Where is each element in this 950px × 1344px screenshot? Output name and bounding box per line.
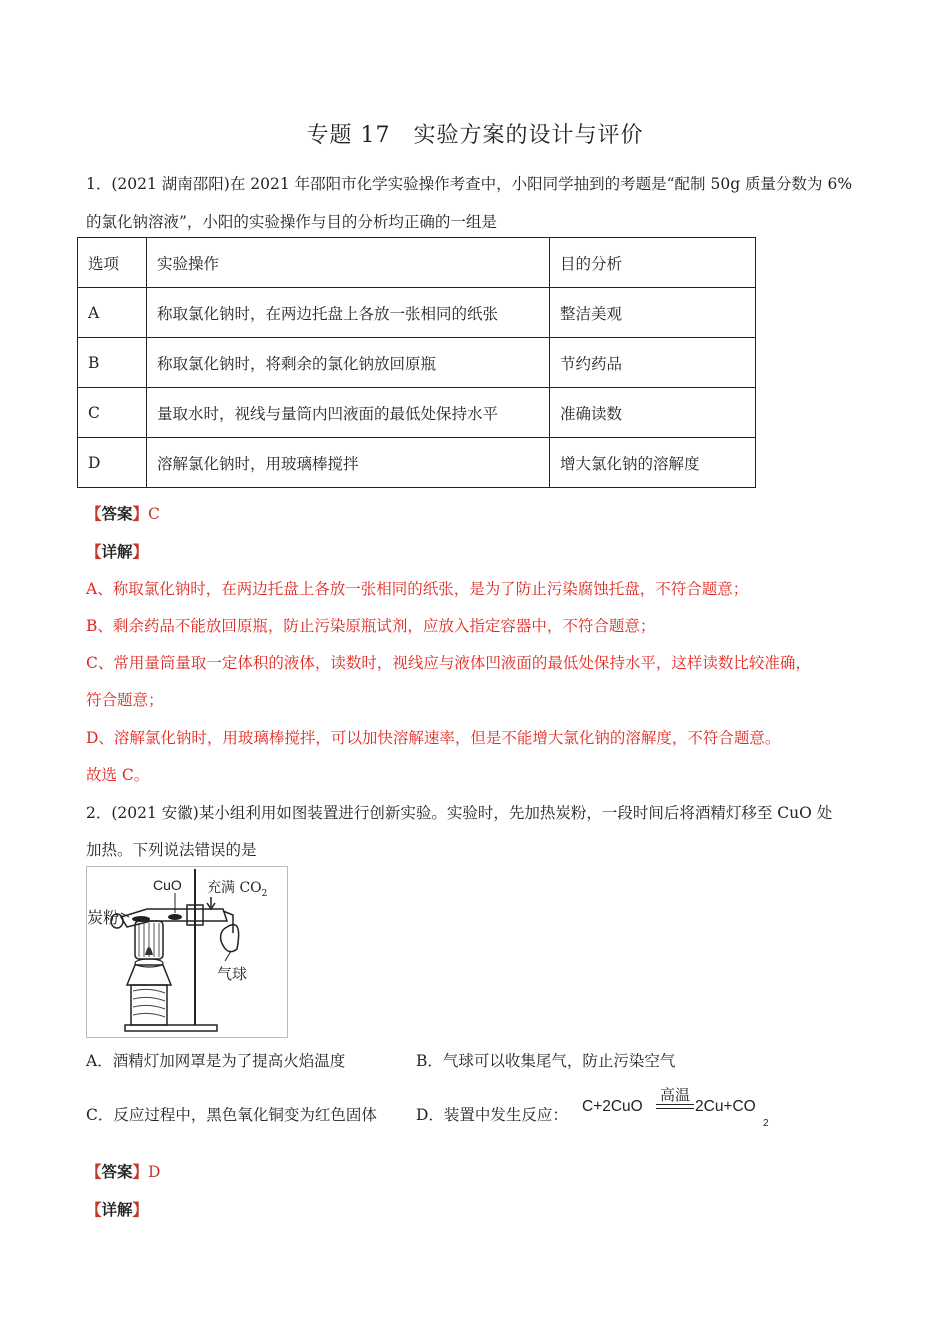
q1-stem-line1: 1．(2021 湖南邵阳)在 2021 年邵阳市化学实验操作考查中，小阳同学抽到的考题是“配制 50g 质量分数为 6% [86, 175, 853, 193]
table-header-cell: 目的分析 [550, 238, 756, 288]
table-cell: B [78, 338, 147, 388]
table-cell: D [78, 438, 147, 488]
detail-label: 详解 [101, 542, 133, 561]
q1-explain-line: C、常用量筒量取一定体积的液体，读数时，视线应与液体凹液面的最低处保持水平，这样读数比较准确， [86, 654, 811, 672]
equation-line-bottom [656, 1108, 694, 1110]
table-row [78, 338, 756, 388]
equation-left: C+2CuO [582, 1098, 643, 1115]
equation-right: 2Cu+CO [695, 1098, 756, 1115]
apparatus-figure [86, 866, 288, 1038]
page-title: 专题 17 实验方案的设计与评价 [306, 123, 644, 148]
table-header-cell: 实验操作 [147, 238, 550, 288]
q1-answer: 【答案】C [86, 504, 160, 523]
q2-option-d: D．装置中发生反应： [416, 1106, 568, 1124]
q1-stem-line2: 的氯化钠溶液”，小阳的实验操作与目的分析均正确的一组是 [86, 213, 497, 231]
label-balloon: 气球 [217, 965, 248, 983]
q2-answer: 【答案】D [86, 1162, 161, 1181]
table-row [78, 438, 756, 488]
equation-condition: 高温 [659, 1087, 690, 1104]
equation-line-top [656, 1104, 694, 1106]
table-header-cell: 选项 [78, 238, 147, 288]
q2-option-b: B．气球可以收集尾气，防止污染空气 [416, 1052, 676, 1070]
table-cell: 整洁美观 [550, 288, 756, 338]
q2-stem-line2: 加热。下列说法错误的是 [86, 841, 257, 859]
table-cell: 量取水时，视线与量筒内凹液面的最低处保持水平 [147, 388, 550, 438]
q1-options-table [77, 237, 756, 488]
q1-explain-line: B、剩余药品不能放回原瓶，防止污染原瓶试剂，应放入指定容器中，不符合题意； [86, 617, 656, 635]
table-cell: C [78, 388, 147, 438]
q1-explain-line: 故选 C。 [86, 766, 150, 784]
equation-subscript: 2 [763, 1118, 769, 1129]
table-header-row [78, 238, 756, 288]
q1-detail-heading: 【详解】 [86, 542, 149, 561]
q2-stem-line1: 2．(2021 安徽)某小组利用如图装置进行创新实验。实验时，先加热炭粉，一段时间后将酒精灯移至 CuO 处 [86, 804, 833, 822]
q1-explain-line: 符合题意； [86, 691, 164, 709]
detail-label: 详解 [101, 1200, 133, 1219]
table-cell: 称取氯化钠时，在两边托盘上各放一张相同的纸张 [147, 288, 550, 338]
table-cell: 溶解氯化钠时，用玻璃棒搅拌 [147, 438, 550, 488]
table-row [78, 288, 756, 338]
q2-detail-heading: 【详解】 [86, 1200, 149, 1219]
table-row [78, 388, 756, 438]
answer-value: C [148, 505, 160, 523]
table-cell: 节约药品 [550, 338, 756, 388]
table-cell: 准确读数 [550, 388, 756, 438]
answer-label: 答案 [101, 504, 133, 523]
label-carbon: 炭粉 [87, 908, 120, 927]
table-cell: 增大氯化钠的溶解度 [550, 438, 756, 488]
answer-value: D [148, 1163, 161, 1181]
table-cell: 称取氯化钠时，将剩余的氯化钠放回原瓶 [147, 338, 550, 388]
label-co2 [207, 877, 267, 899]
q2-option-c: C．反应过程中，黑色氧化铜变为红色固体 [86, 1106, 377, 1124]
answer-label: 答案 [101, 1162, 133, 1181]
table-cell: A [78, 288, 147, 338]
q2-option-a: A．酒精灯加网罩是为了提高火焰温度 [86, 1052, 346, 1070]
q1-explain-line: D、溶解氯化钠时，用玻璃棒搅拌，可以加快溶解速率，但是不能增大氯化钠的溶解度，不符合题意。 [86, 729, 781, 747]
label-co2-text: 充满 CO [207, 880, 262, 896]
q1-explain-line: A、称取氯化钠时，在两边托盘上各放一张相同的纸张，是为了防止污染腐蚀托盘，不符合题意； [86, 580, 749, 598]
label-co2-sub: 2 [261, 888, 268, 899]
label-cuo: CuO [153, 877, 182, 893]
